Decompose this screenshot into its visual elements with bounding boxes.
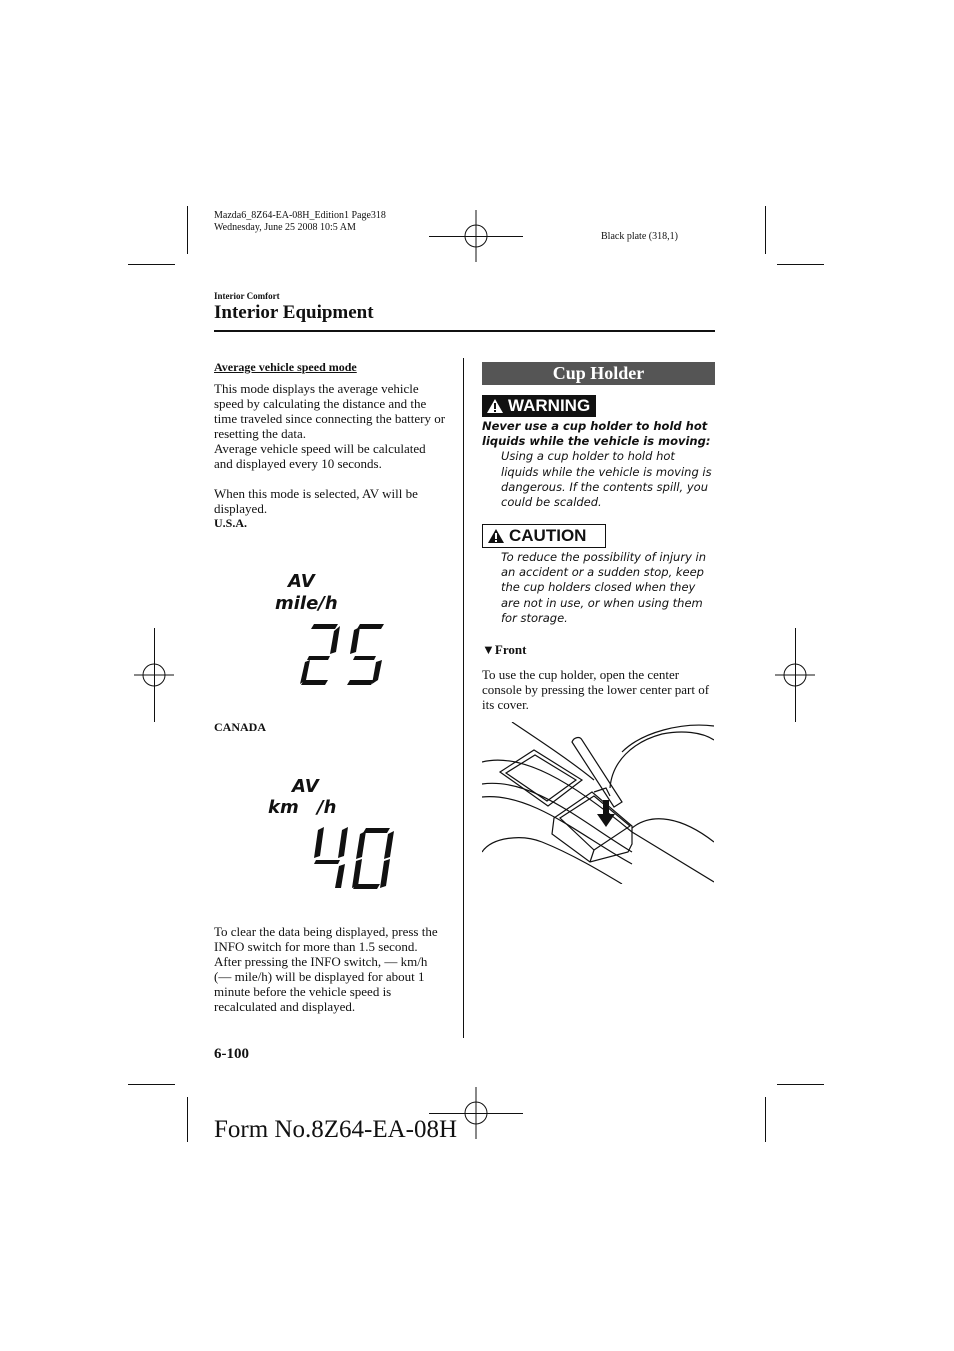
canada-speed-digits bbox=[310, 826, 400, 892]
front-heading: Front bbox=[494, 642, 527, 657]
print-meta bbox=[214, 210, 386, 234]
avg-speed-para1: This mode displays the average vehicle speed by calculating the distance and the time traveled since connecting the battery or resetting the data. bbox=[214, 381, 446, 441]
usa-unit-label: mile/h bbox=[275, 593, 338, 614]
cup-holder-banner: Cup Holder bbox=[482, 362, 715, 385]
warning-body: Using a cup holder to hold hot liquids while the vehicle is moving is dangerous. If the contents spill, you could be scalded. bbox=[501, 449, 712, 510]
warning-text bbox=[482, 419, 715, 510]
warning-label: WARNING bbox=[508, 396, 591, 415]
page-title: Interior Equipment bbox=[214, 302, 374, 323]
warning-tag bbox=[482, 395, 596, 419]
column-divider bbox=[463, 358, 464, 1038]
avg-speed-para2: Average vehicle speed will be calculated and displayed every 10 seconds. bbox=[214, 441, 426, 471]
front-body: To use the cup holder, open the center console by pressing the lower center part of its cover. bbox=[482, 667, 710, 712]
left-column-text bbox=[214, 360, 446, 531]
warning-triangle-icon bbox=[486, 398, 504, 414]
print-meta-line2: Wednesday, June 25 2008 10:5 AM bbox=[214, 222, 356, 233]
avg-speed-heading: Average vehicle speed mode bbox=[214, 360, 357, 374]
form-number: Form No.8Z64-EA-08H bbox=[214, 1116, 458, 1143]
caution-triangle-icon bbox=[487, 528, 505, 544]
clear-data-para: To clear the data being displayed, press the INFO switch for more than 1.5 second. After pressing the INFO switch, — km/h (— mile/h) will be displayed for about 1 minute before the vehicle speed is recalculated and displayed. bbox=[214, 924, 438, 1014]
triangle-down-icon: ▼ bbox=[482, 642, 495, 657]
page-number: 6-100 bbox=[214, 1046, 249, 1062]
canada-unit-km: km bbox=[268, 797, 299, 818]
title-rule bbox=[214, 330, 715, 332]
usa-mode-label: AV bbox=[288, 571, 315, 592]
usa-label: U.S.A. bbox=[214, 516, 248, 530]
cup-holder-illustration bbox=[482, 722, 714, 884]
warning-lead: Never use a cup holder to hold hot liquids while the vehicle is moving: bbox=[482, 419, 711, 449]
print-meta-line1: Mazda6_8Z64-EA-08H_Edition1 Page318 bbox=[214, 210, 386, 221]
canada-mode-label: AV bbox=[292, 776, 319, 797]
avg-speed-para3: When this mode is selected, AV will be displayed. bbox=[214, 486, 418, 516]
caution-body: To reduce the possibility of injury in an accident or a sudden stop, keep the cup holders closed when they are not in use, or when using them for storage. bbox=[501, 550, 707, 625]
canada-unit-h: /h bbox=[317, 797, 337, 818]
canada-label: CANADA bbox=[214, 720, 266, 734]
caution-tag bbox=[482, 524, 606, 549]
front-heading-row bbox=[482, 642, 715, 657]
plate-label: Black plate (318,1) bbox=[601, 231, 678, 242]
usa-speed-digits bbox=[300, 622, 390, 688]
caution-label: CAUTION bbox=[509, 526, 587, 545]
section-category: Interior Comfort bbox=[214, 291, 280, 301]
